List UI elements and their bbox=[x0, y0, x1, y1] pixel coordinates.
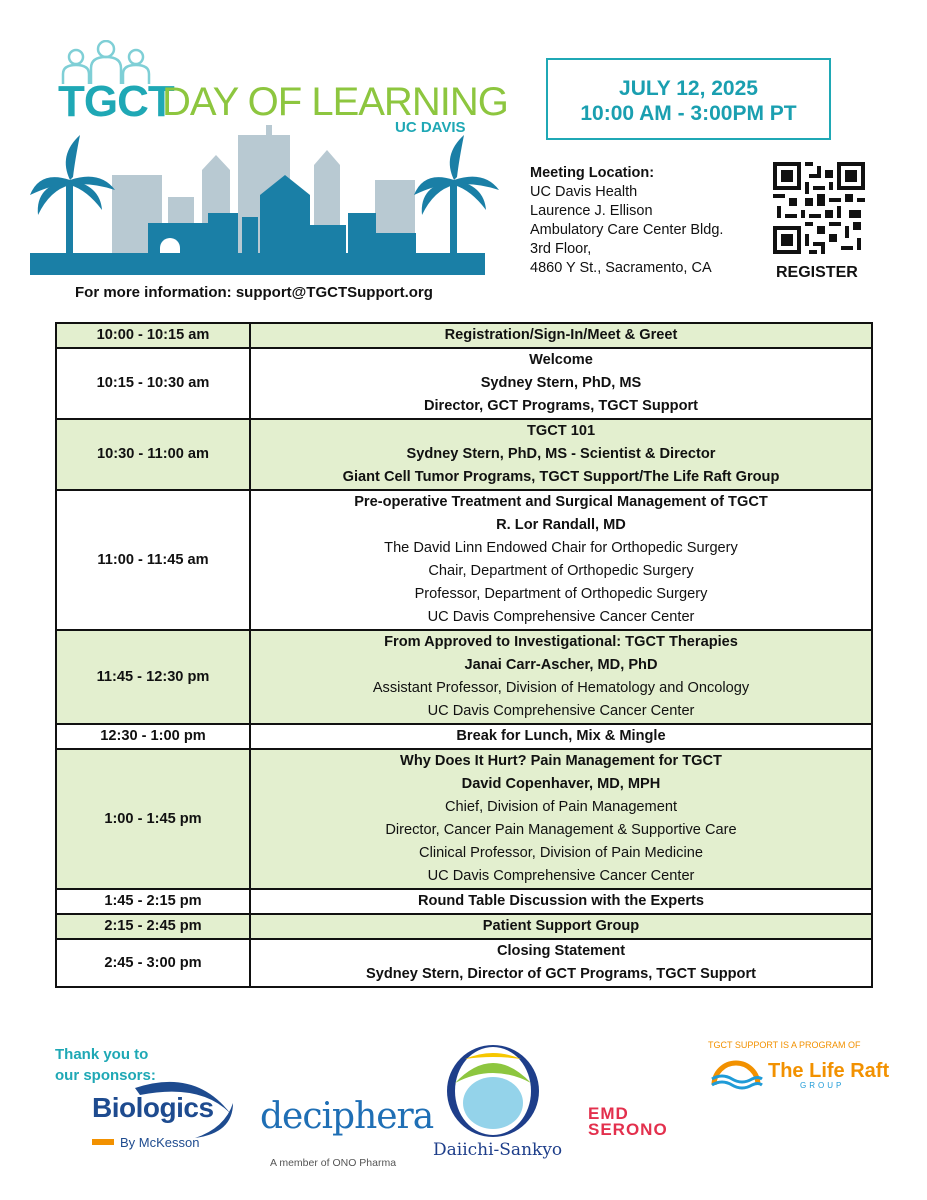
schedule-table bbox=[55, 322, 873, 988]
session-line: The David Linn Endowed Chair for Orthopedic Surgery bbox=[384, 540, 738, 556]
event-time: 10:00 AM - 3:00PM PT bbox=[580, 102, 797, 125]
session-line: Assistant Professor, Division of Hematology and Oncology bbox=[372, 680, 750, 696]
session-title: Patient Support Group bbox=[482, 918, 640, 934]
sponsor-deciphera: deciphera bbox=[260, 1096, 434, 1137]
sponsor-life-raft: The Life Raft bbox=[768, 1060, 890, 1082]
location-line: UC Davis Health bbox=[530, 184, 638, 200]
session-time: 11:45 - 12:30 pm bbox=[56, 630, 250, 724]
contact-info: For more information: support@TGCTSupport.org bbox=[75, 284, 433, 301]
event-date: JULY 12, 2025 bbox=[619, 77, 758, 100]
schedule-row bbox=[56, 749, 872, 889]
session-line: UC Davis Comprehensive Cancer Center bbox=[427, 868, 695, 884]
sponsor-biologics-sub: By McKesson bbox=[120, 1135, 200, 1150]
daiichi-sankyo-logo-icon bbox=[445, 1043, 541, 1139]
session-details bbox=[250, 724, 872, 749]
session-title: Round Table Discussion with the Experts bbox=[418, 893, 704, 909]
session-line: Professor, Department of Orthopedic Surgery bbox=[414, 586, 708, 602]
location-line: Ambulatory Care Center Bldg. bbox=[530, 222, 724, 238]
session-title: Pre-operative Treatment and Surgical Management of TGCT bbox=[354, 494, 768, 510]
schedule-row bbox=[56, 490, 872, 630]
session-time: 2:45 - 3:00 pm bbox=[56, 939, 250, 987]
location-line: 3rd Floor, bbox=[530, 241, 592, 257]
liferaft-program-text: TGCT SUPPORT IS A PROGRAM OF bbox=[708, 1040, 861, 1050]
liferaft-logo-icon bbox=[706, 1055, 766, 1091]
session-line: Sydney Stern, Director of GCT Programs, TGCT Support bbox=[365, 966, 757, 982]
session-line: Clinical Professor, Division of Pain Medicine bbox=[419, 845, 703, 861]
biologics-bar-icon bbox=[92, 1139, 114, 1145]
qr-code-icon[interactable] bbox=[773, 162, 865, 254]
session-line: Director, Cancer Pain Management & Supportive Care bbox=[385, 822, 737, 838]
liferaft-group-text: GROUP bbox=[800, 1081, 845, 1090]
session-time: 11:00 - 11:45 am bbox=[56, 490, 250, 630]
emd-line: EMD bbox=[588, 1104, 629, 1123]
session-details bbox=[250, 630, 872, 724]
emd-line: SERONO bbox=[588, 1120, 668, 1139]
logo-day-of-learning: DAY OF LEARNING bbox=[162, 80, 508, 124]
session-details bbox=[250, 323, 872, 348]
session-line: UC Davis Comprehensive Cancer Center bbox=[427, 609, 695, 625]
session-time: 10:15 - 10:30 am bbox=[56, 348, 250, 419]
register-label: REGISTER bbox=[776, 264, 858, 281]
date-box bbox=[546, 58, 831, 140]
logo-tgct: TGCT bbox=[58, 77, 174, 126]
session-line: UC Davis Comprehensive Cancer Center bbox=[427, 703, 695, 719]
session-title: Break for Lunch, Mix & Mingle bbox=[456, 728, 666, 744]
sponsor-daiichi-sankyo: Daiichi-Sankyo bbox=[433, 1140, 563, 1160]
session-title: Why Does It Hurt? Pain Management for TGCT bbox=[400, 753, 722, 769]
sponsors-heading-line: our sponsors: bbox=[55, 1067, 156, 1084]
session-time: 10:00 - 10:15 am bbox=[56, 323, 250, 348]
session-title: Welcome bbox=[529, 352, 593, 368]
schedule-row bbox=[56, 724, 872, 749]
location-title: Meeting Location: bbox=[530, 165, 655, 181]
session-line: Sydney Stern, PhD, MS - Scientist & Director bbox=[406, 446, 716, 462]
session-line: David Copenhaver, MD, MPH bbox=[461, 776, 661, 792]
sponsors-heading-line: Thank you to bbox=[55, 1046, 149, 1063]
schedule-row bbox=[56, 914, 872, 939]
schedule-row bbox=[56, 889, 872, 914]
session-time: 2:15 - 2:45 pm bbox=[56, 914, 250, 939]
session-line: Chair, Department of Orthopedic Surgery bbox=[428, 563, 694, 579]
session-title: TGCT 101 bbox=[526, 423, 596, 439]
schedule-row bbox=[56, 419, 872, 490]
schedule-row bbox=[56, 323, 872, 348]
location-line: Laurence J. Ellison bbox=[530, 203, 653, 219]
session-time: 12:30 - 1:00 pm bbox=[56, 724, 250, 749]
session-time: 10:30 - 11:00 am bbox=[56, 419, 250, 490]
session-title: Closing Statement bbox=[496, 943, 626, 959]
session-details bbox=[250, 914, 872, 939]
location-line: 4860 Y St., Sacramento, CA bbox=[530, 260, 712, 276]
session-details bbox=[250, 348, 872, 419]
sponsor-deciphera-sub: A member of ONO Pharma bbox=[270, 1157, 397, 1169]
session-line: Chief, Division of Pain Management bbox=[445, 799, 677, 815]
session-details bbox=[250, 419, 872, 490]
session-line: Giant Cell Tumor Programs, TGCT Support/The Life Raft Group bbox=[342, 469, 780, 485]
city-skyline-illustration bbox=[30, 125, 510, 275]
session-line: Director, GCT Programs, TGCT Support bbox=[423, 398, 699, 414]
session-title: From Approved to Investigational: TGCT Therapies bbox=[384, 634, 738, 650]
session-details bbox=[250, 490, 872, 630]
schedule-row bbox=[56, 348, 872, 419]
session-details bbox=[250, 749, 872, 889]
sponsor-biologics: Biologics bbox=[92, 1092, 214, 1123]
session-title: Registration/Sign-In/Meet & Greet bbox=[444, 327, 678, 343]
session-details bbox=[250, 939, 872, 987]
session-time: 1:00 - 1:45 pm bbox=[56, 749, 250, 889]
session-line: Janai Carr-Ascher, MD, PhD bbox=[464, 657, 658, 673]
logo-uc-davis: UC DAVIS bbox=[395, 119, 466, 136]
schedule-row bbox=[56, 939, 872, 987]
session-time: 1:45 - 2:15 pm bbox=[56, 889, 250, 914]
session-details bbox=[250, 889, 872, 914]
meeting-location bbox=[530, 164, 723, 278]
session-line: Sydney Stern, PhD, MS bbox=[480, 375, 642, 391]
session-line: R. Lor Randall, MD bbox=[496, 517, 626, 533]
sponsor-emd-serono bbox=[588, 1106, 668, 1138]
schedule-row bbox=[56, 630, 872, 724]
